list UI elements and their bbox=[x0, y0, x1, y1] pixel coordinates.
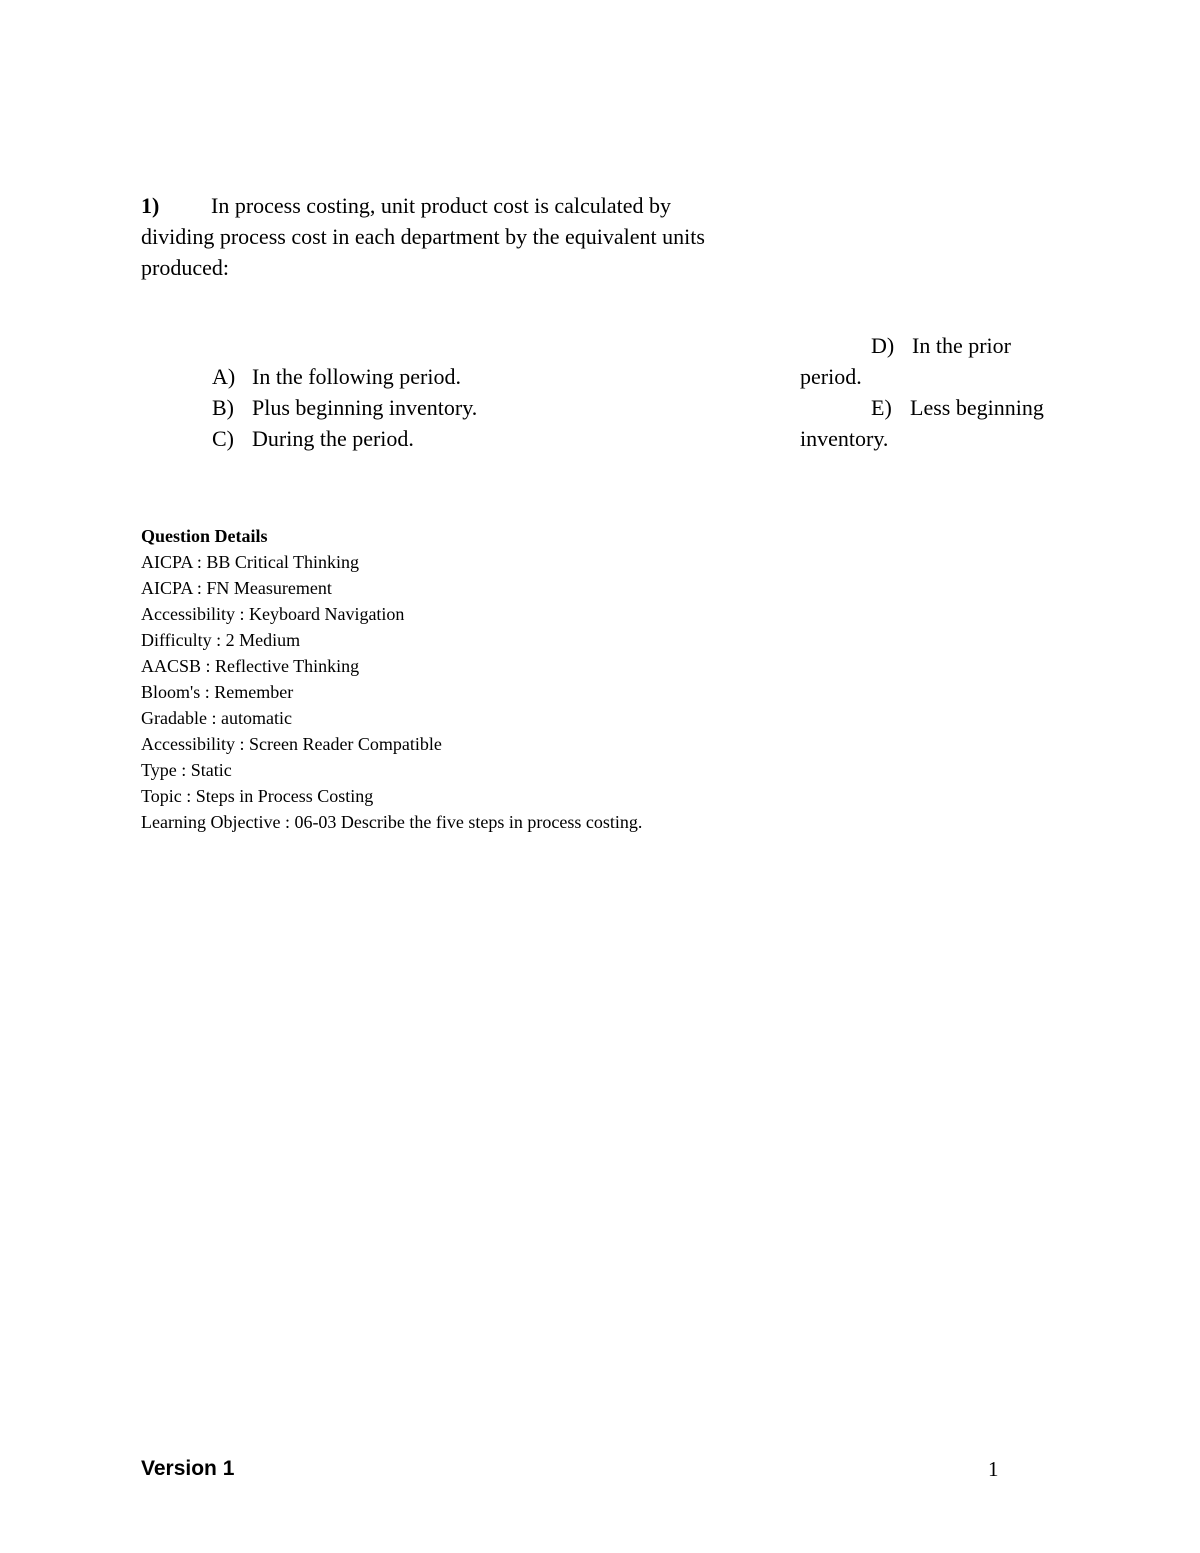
choice-e-line1 bbox=[871, 392, 1044, 423]
choice-b bbox=[212, 392, 477, 423]
detail-line: AACSB : Reflective Thinking bbox=[141, 656, 360, 676]
detail-line: Learning Objective : 06-03 Describe the five steps in process costing. bbox=[141, 812, 643, 832]
detail-line: Accessibility : Screen Reader Compatible bbox=[141, 734, 442, 754]
choice-a-letter: A) bbox=[212, 364, 236, 389]
question-details bbox=[141, 523, 642, 835]
detail-line: AICPA : FN Measurement bbox=[141, 578, 332, 598]
question-text: In process costing, unit product cost is calculated by dividing process cost in each department by the equivalent units produced: bbox=[141, 193, 705, 280]
choice-e-line2 bbox=[800, 423, 888, 454]
page-number: 1 bbox=[988, 1457, 999, 1481]
detail-line: Accessibility : Keyboard Navigation bbox=[141, 604, 405, 624]
choice-e-text-2: inventory. bbox=[800, 426, 889, 451]
choice-a-text: In the following period. bbox=[252, 364, 461, 389]
choice-e-text-1: Less beginning bbox=[910, 395, 1044, 420]
detail-line: Type : Static bbox=[141, 760, 232, 780]
choice-e-letter: E) bbox=[871, 395, 892, 420]
choice-d-text-1: In the prior bbox=[912, 333, 1011, 358]
choice-b-text: Plus beginning inventory. bbox=[252, 395, 478, 420]
detail-line: Topic : Steps in Process Costing bbox=[141, 786, 374, 806]
choice-d-text-2: period. bbox=[800, 364, 862, 389]
choice-d-line2 bbox=[800, 361, 862, 392]
details-title: Question Details bbox=[141, 526, 268, 546]
choice-d-line1 bbox=[871, 330, 1011, 361]
question-number: 1) bbox=[141, 193, 160, 218]
detail-line: Bloom's : Remember bbox=[141, 682, 294, 702]
detail-line: Gradable : automatic bbox=[141, 708, 292, 728]
footer-version: Version 1 bbox=[141, 1457, 235, 1480]
choice-b-letter: B) bbox=[212, 395, 234, 420]
choice-a bbox=[212, 361, 461, 392]
detail-line: Difficulty : 2 Medium bbox=[141, 630, 301, 650]
choice-c-letter: C) bbox=[212, 426, 234, 451]
choice-d-letter: D) bbox=[871, 333, 895, 358]
detail-line: AICPA : BB Critical Thinking bbox=[141, 552, 360, 572]
choice-c-text: During the period. bbox=[252, 426, 414, 451]
choice-c bbox=[212, 423, 414, 454]
